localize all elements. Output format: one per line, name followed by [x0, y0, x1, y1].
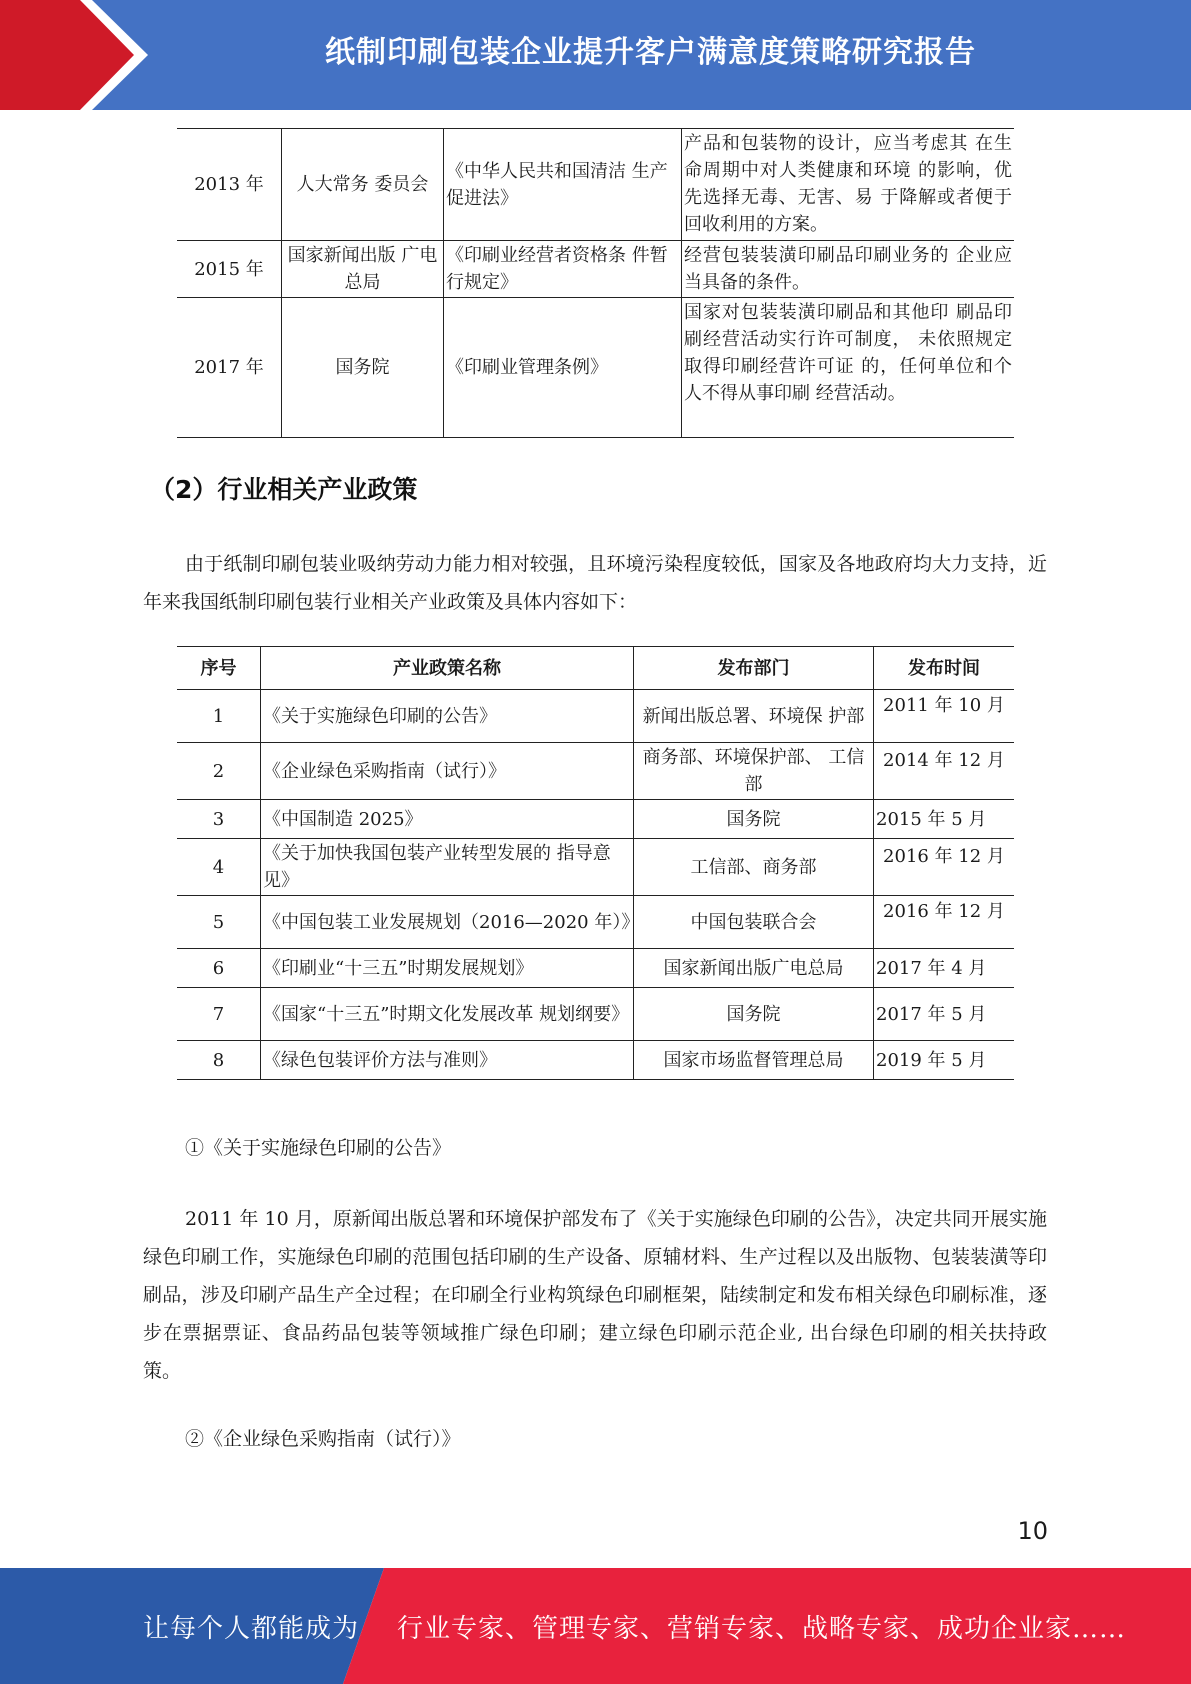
section-heading: （2）行业相关产业政策 [150, 475, 418, 504]
page-number: 10 [1017, 1517, 1048, 1545]
subheading-green-procurement: ②《企业绿色采购指南（试行）》 [185, 1428, 461, 1450]
policy-name: 《绿色包装评价方法与准则》 [261, 1041, 634, 1080]
policy-name: 《国家“十三五”时期文化发展改革 规划纲要》 [261, 988, 634, 1041]
policy-name: 《企业绿色采购指南（试行）》 [261, 743, 634, 800]
table-row [177, 949, 1014, 988]
law-year: 2015 年 [177, 241, 282, 298]
policy-name: 《关于实施绿色印刷的公告》 [261, 690, 634, 743]
policy-number: 1 [177, 690, 261, 743]
table-row [177, 690, 1014, 743]
policy-org: 商务部、环境保护部、 工信部 [634, 743, 874, 800]
law-name: 《印刷业经营者资格条 件暂行规定》 [444, 241, 682, 298]
policy-name: 《中国制造 2025》 [261, 800, 634, 839]
policy-number: 7 [177, 988, 261, 1041]
policy-org: 国务院 [634, 988, 874, 1041]
policy-name: 《关于加快我国包装产业转型发展的 指导意见》 [261, 839, 634, 896]
policy-time [874, 743, 1015, 800]
policy-org: 工信部、商务部 [634, 839, 874, 896]
column-header-org: 发布部门 [634, 647, 874, 690]
table-header-row [177, 647, 1014, 690]
policy-time: 2015 年 5 月 [874, 800, 1015, 839]
law-name [444, 298, 682, 438]
policy-time-text: 2011 年 10 月 [883, 695, 1005, 716]
policy-number: 8 [177, 1041, 261, 1080]
policy-number: 6 [177, 949, 261, 988]
column-header-name: 产业政策名称 [261, 647, 634, 690]
policy-number: 5 [177, 896, 261, 949]
policy-number: 2 [177, 743, 261, 800]
policy-org: 新闻出版总署、环境保 护部 [634, 690, 874, 743]
green-printing-paragraph: 2011 年 10 月，原新闻出版总署和环境保护部发布了《关于实施绿色印刷的公告》，决定共同开展实施绿色印刷工作，实施绿色印刷的范围包括印刷的生产设备、原辅材料、生产过程以及出版物、包装装潢等印刷品，涉及印刷产品生产全过程；在印刷全行业构筑绿色印刷框架，陆续制定和发布相关绿色印刷标准，逐步在票据票证、食品药品包装等领域推广绿色印刷；建立绿色印刷示范企业, 出台绿色印刷的相关扶持政策。 [143, 1208, 1047, 1382]
law-desc: 产品和包装物的设计，应当考虑其 在生命周期中对人类健康和环境 的影响，优先选择无毒、无害、易 于降解或者便于回收利用的方案。 [682, 129, 1015, 241]
header-banner [0, 0, 1191, 110]
policy-time: 2017 年 5 月 [874, 988, 1015, 1041]
table-row [177, 298, 1014, 438]
table-row [177, 896, 1014, 949]
law-name-text: 《印刷业管理条例》 [446, 357, 608, 378]
column-header-number: 序号 [177, 647, 261, 690]
table-row [177, 988, 1014, 1041]
policy-org: 国务院 [634, 800, 874, 839]
policy-org: 国家新闻出版广电总局 [634, 949, 874, 988]
footer-slogan-left: 让每个人都能成为 [143, 1614, 360, 1644]
policy-time [874, 839, 1015, 896]
law-dept: 国务院 [282, 298, 444, 438]
table-row [177, 129, 1014, 241]
law-dept: 人大常务 委员会 [282, 129, 444, 241]
law-year: 2017 年 [177, 298, 282, 438]
law-dept: 国家新闻出版 广电总局 [282, 241, 444, 298]
policy-time: 2017 年 4 月 [874, 949, 1015, 988]
policy-org: 中国包装联合会 [634, 896, 874, 949]
subheading-green-printing: ①《关于实施绿色印刷的公告》 [185, 1137, 452, 1159]
column-header-time: 发布时间 [874, 647, 1015, 690]
policy-name: 《中国包装工业发展规划（2016—2020 年）》 [261, 896, 634, 949]
law-desc: 经营包装装潢印刷品印刷业务的 企业应当具备的条件。 [682, 241, 1015, 298]
law-table [177, 128, 1014, 438]
law-year: 2013 年 [177, 129, 282, 241]
policy-time-text: 2014 年 12 月 [883, 750, 1005, 771]
policy-time-text: 2016 年 12 月 [883, 901, 1005, 922]
law-desc: 国家对包装装潢印刷品和其他印 刷品印刷经营活动实行许可制度， 未依照规定取得印刷经营许可证 的，任何单位和个人不得从事印刷 经营活动。 [682, 298, 1015, 438]
policy-table [177, 646, 1014, 1080]
policy-number: 3 [177, 800, 261, 839]
intro-paragraph: 由于纸制印刷包装业吸纳劳动力能力相对较强，且环境污染程度较低，国家及各地政府均大力支持，近年来我国纸制印刷包装行业相关产业政策及具体内容如下： [143, 553, 1047, 613]
policy-name: 《印刷业“十三五”时期发展规划》 [261, 949, 634, 988]
footer-banner [0, 1568, 1191, 1684]
footer-slogan-right: 行业专家、管理专家、营销专家、战略专家、成功企业家…… [397, 1614, 1127, 1644]
policy-time [874, 690, 1015, 743]
law-name-text: 《中华人民共和国清洁 生产促进法》 [446, 160, 668, 209]
policy-time-text: 2016 年 12 月 [883, 846, 1005, 867]
policy-time: 2019 年 5 月 [874, 1041, 1015, 1080]
header-title: 纸制印刷包装企业提升客户满意度策略研究报告 [325, 35, 976, 70]
policy-time [874, 896, 1015, 949]
table-row [177, 800, 1014, 839]
table-row [177, 241, 1014, 298]
table-row [177, 839, 1014, 896]
table-row [177, 743, 1014, 800]
law-name [444, 129, 682, 241]
policy-org: 国家市场监督管理总局 [634, 1041, 874, 1080]
policy-number: 4 [177, 839, 261, 896]
table-row [177, 1041, 1014, 1080]
